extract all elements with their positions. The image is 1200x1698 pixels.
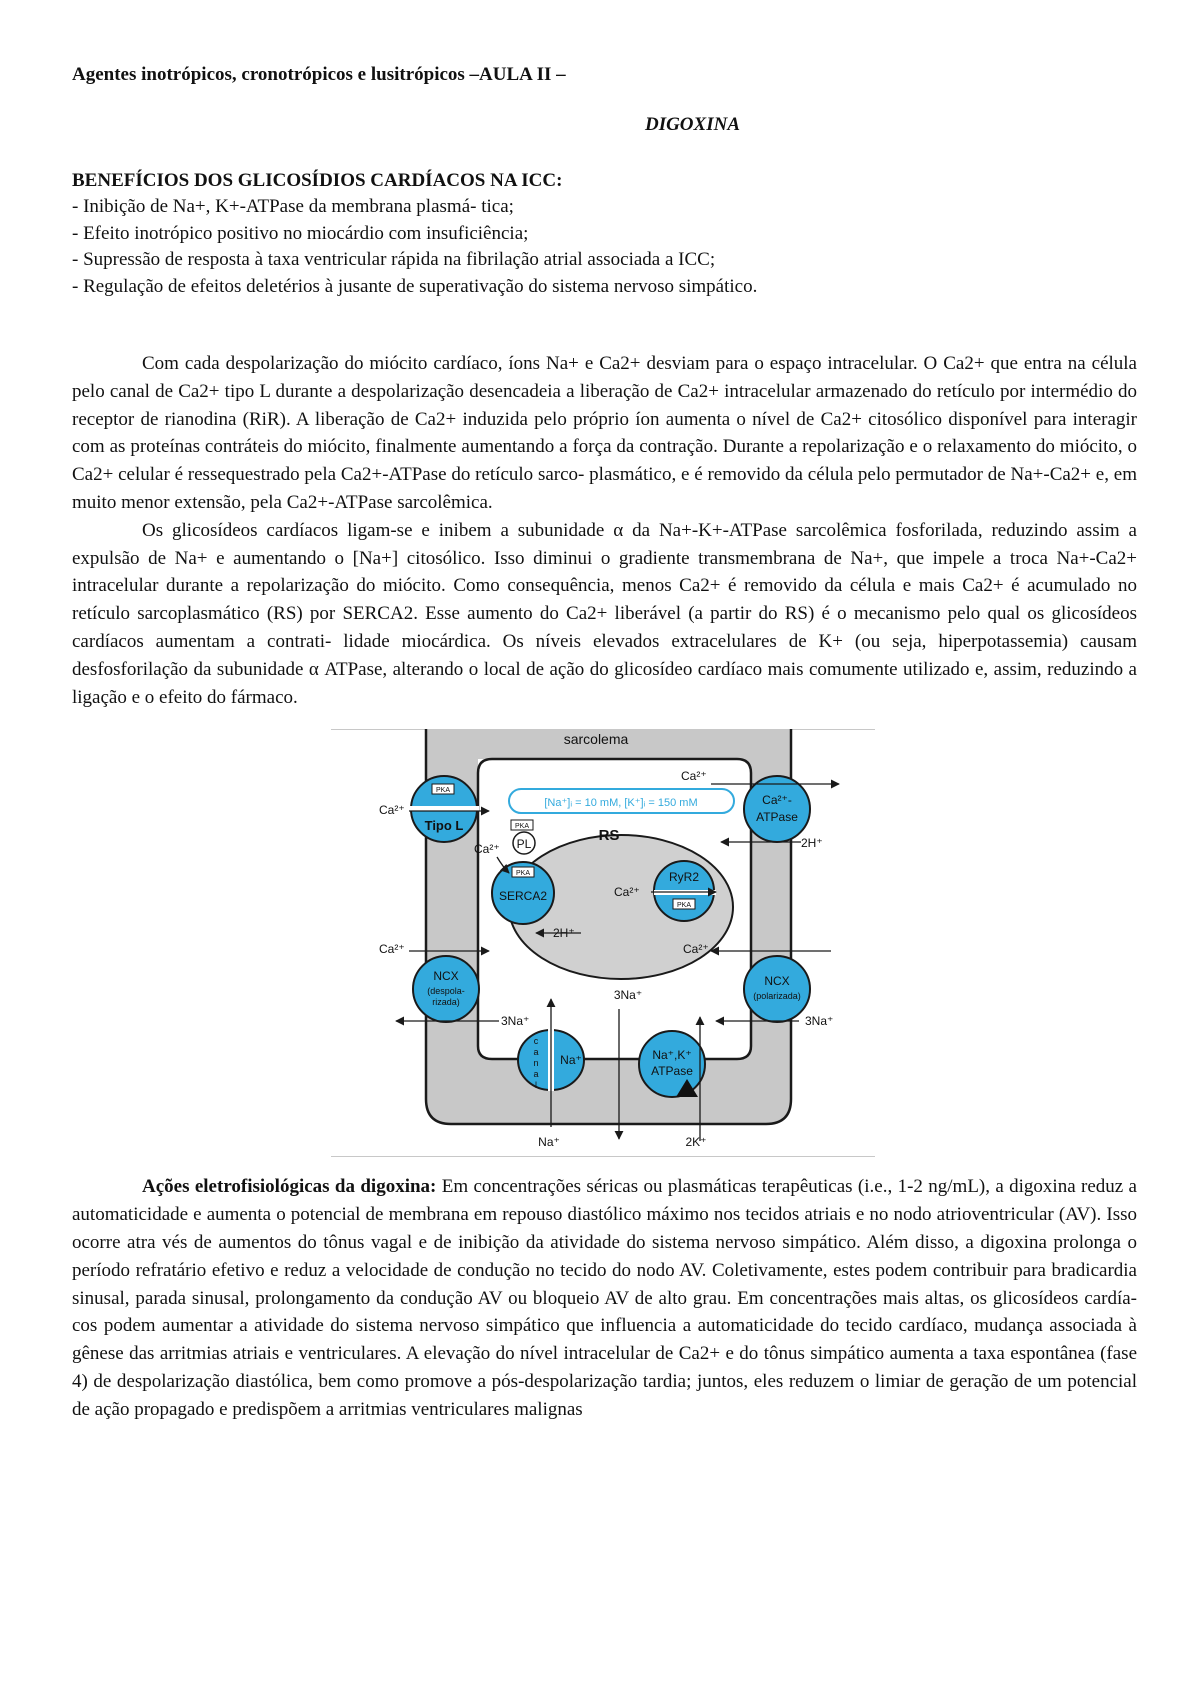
benefits-list <box>72 194 1137 300</box>
k2-label: 2K⁺ <box>685 1135 707 1150</box>
rs-label: RS <box>598 827 620 845</box>
paragraph-mechanism: Com cada despolarização do miócito cardíaco, íons Na+ e Ca2+ desviam para o espaço intracelular. O Ca2+ que entra na célula pelo canal de Ca2+ tipo L durante a despolarização desencadeia a liberação de Ca2+ intracelular armazenado do retículo por intermédio do receptor de rianodina (RiR). A liberação de Ca2+ induzida pelo próprio íon aumenta o nível de Ca2+ citosólico disponível para interagir com as proteínas contráteis do miócito, finalmente aumentando a força da contração. Durante a repolarização e o relaxamento do miócito, o Ca2+ celular é ressequestrado pela Ca2+-ATPase do retículo sarco- plasmático, e é removido da célula pelo permutador de Na+-Ca2+ e, em muito menor extensão, pela Ca2+-ATPase sarcolêmica. <box>72 353 1137 513</box>
serca2-pka-label: PKA <box>515 870 531 878</box>
ca-ncx-right-label: Ca²⁺ <box>683 942 709 957</box>
ca-atpase-label-2: ATPase <box>756 810 798 825</box>
h-in-label: 2H⁺ <box>801 836 823 851</box>
document-subtitle: DIGOXINA <box>644 114 740 135</box>
ryr2-pka-label: PKA <box>676 902 692 910</box>
paragraph-electrophysiology <box>72 1173 1137 1423</box>
diagram-svg <box>331 729 875 1157</box>
tipo-l-label: Tipo L <box>424 818 464 834</box>
canal-letter: c <box>533 1036 539 1047</box>
na-in-label: Na⁺ <box>538 1135 560 1150</box>
canal-letter: a <box>533 1069 539 1080</box>
benefit-item: - Regulação de efeitos deletérios à jusante de superativação do sistema nervoso simpático. <box>72 275 758 297</box>
ca-atpase <box>744 776 810 842</box>
na-ncx-left-label: 3Na⁺ <box>501 1014 530 1029</box>
sarcolema-label: sarcolema <box>563 731 629 748</box>
ncx-despola-1: (despola- <box>427 986 465 997</box>
benefit-item: - Supressão de resposta à taxa ventricular rápida na fibrilação atrial associada a ICC; <box>72 249 716 270</box>
canal-letter: n <box>533 1058 539 1069</box>
concentration-label: [Na⁺]ᵢ = 10 mM, [K⁺]ᵢ = 150 mM <box>544 797 698 810</box>
na-channel-label: Na⁺ <box>560 1053 582 1068</box>
ca-atpase-label-1: Ca²⁺- <box>762 793 792 808</box>
na3-pump-label: 3Na⁺ <box>613 988 643 1003</box>
ncx-polarizada: (polarizada) <box>753 991 801 1002</box>
nak-label-1: Na⁺,K⁺ <box>652 1048 692 1063</box>
ncx-right-label: NCX <box>764 974 790 989</box>
electrophysiology-label: Ações eletrofisiológicas da digoxina: <box>142 1176 437 1198</box>
ryr2-label: RyR2 <box>668 870 700 885</box>
paragraph-glycosides: Os glicosídeos cardíacos ligam-se e inibem a subunidade α da Na+-K+-ATPase sarcolêmica fosforilada, reduzindo assim a expulsão de Na+ e aumentando o [Na+] citosólico. Isso diminui o gradiente transmembrana de Na+, que impele a troca Na+-Ca2+ intracelular durante a repolarização do miócito. Como consequência, menos Ca2+ é removido da célula e mais Ca2+ é acumulado no retículo sarcoplasmático (RS) por SERCA2. Esse aumento do Ca2+ liberável (a partir do RS) é o mecanismo pelo qual os glicosídeos cardíacos aumentam a contrati- lidade miocárdica. Os níveis elevados extracelulares de K+ (ou seja, hiperpotassemia) causam desfosforilação da subunidade α ATPase, alterando o local de ação do glicosídeo cardíaco mais comumente utilizado e, assim, reduzindo a ligação e o efeito do fármaco. <box>72 519 1137 708</box>
ca-ryr-label: Ca²⁺ <box>614 885 640 900</box>
ncx-despola-2: rizada) <box>432 997 460 1008</box>
pl-label: PL <box>516 837 532 852</box>
document-page <box>72 62 1137 1424</box>
ca-serca-label: Ca²⁺ <box>474 842 500 857</box>
cardiomyocyte-diagram <box>331 729 875 1157</box>
canal-letter: l <box>535 1080 537 1091</box>
ncx-left-label: NCX <box>433 969 459 984</box>
na-ncx-right-label: 3Na⁺ <box>805 1014 834 1029</box>
ca-ncx-left-label: Ca²⁺ <box>379 942 405 957</box>
pl-pka-label: PKA <box>514 823 530 831</box>
ca-in-label: Ca²⁺ <box>379 803 405 818</box>
electrophysiology-text: Em concentrações séricas ou plasmáticas terapêuticas (i.e., 1-2 ng/mL), a digoxina reduz a automaticidade e aumenta o potencial de membrana em repouso diastólico máximo nos tecidos atriais e no nodo atrioventricular (AV). Isso ocorre atra vés de aumentos do tônus vagal e de inibição da atividade do sistema nervoso simpático. Além disso, a digoxina prolonga o período refratário efetivo e reduz a velocidade de condução no tecido do nodo AV. Coletivamente, estes podem contribuir para bradicardia sinusal, parada sinusal, prolongamento da condução AV ou bloqueio AV de alto grau. Em concentrações mais altas, os glicosídeos cardía- cos podem aumentar a atividade do sistema nervoso simpático que influencia a automaticidade do tecido cardíaco, mudança associada à gênese das arritmias atriais e ventriculares. A elevação do nível intracelular de Ca2+ e do tônus simpático aumenta a taxa espontânea (fase 4) de despolarização diastólica, bem como promove a pós-despolarização tardia; juntos, eles reduzem o limiar de geração de um potencial de ação propagado e predispõem a arritmias ventriculares malignas <box>72 1176 1137 1420</box>
h-serca-label: 2H⁺ <box>553 926 575 941</box>
ca-out-label: Ca²⁺ <box>681 769 707 784</box>
benefits-title: BENEFÍCIOS DOS GLICOSÍDIOS CARDÍACOS NA ICC: <box>72 170 563 191</box>
tipo-l-pka-label: PKA <box>435 787 451 795</box>
canal-letter: a <box>533 1047 539 1058</box>
document-title: Agentes inotrópicos, cronotrópicos e lusitrópicos –AULA II – <box>72 64 566 85</box>
benefit-item: - Inibição de Na+, K+-ATPase da membrana plasmá- tica; <box>72 196 514 217</box>
serca2-label: SERCA2 <box>498 889 548 904</box>
ncx-polarized <box>744 956 810 1022</box>
nak-label-2: ATPase <box>651 1064 693 1079</box>
benefit-item: - Efeito inotrópico positivo no miocárdio com insuficiência; <box>72 222 529 244</box>
